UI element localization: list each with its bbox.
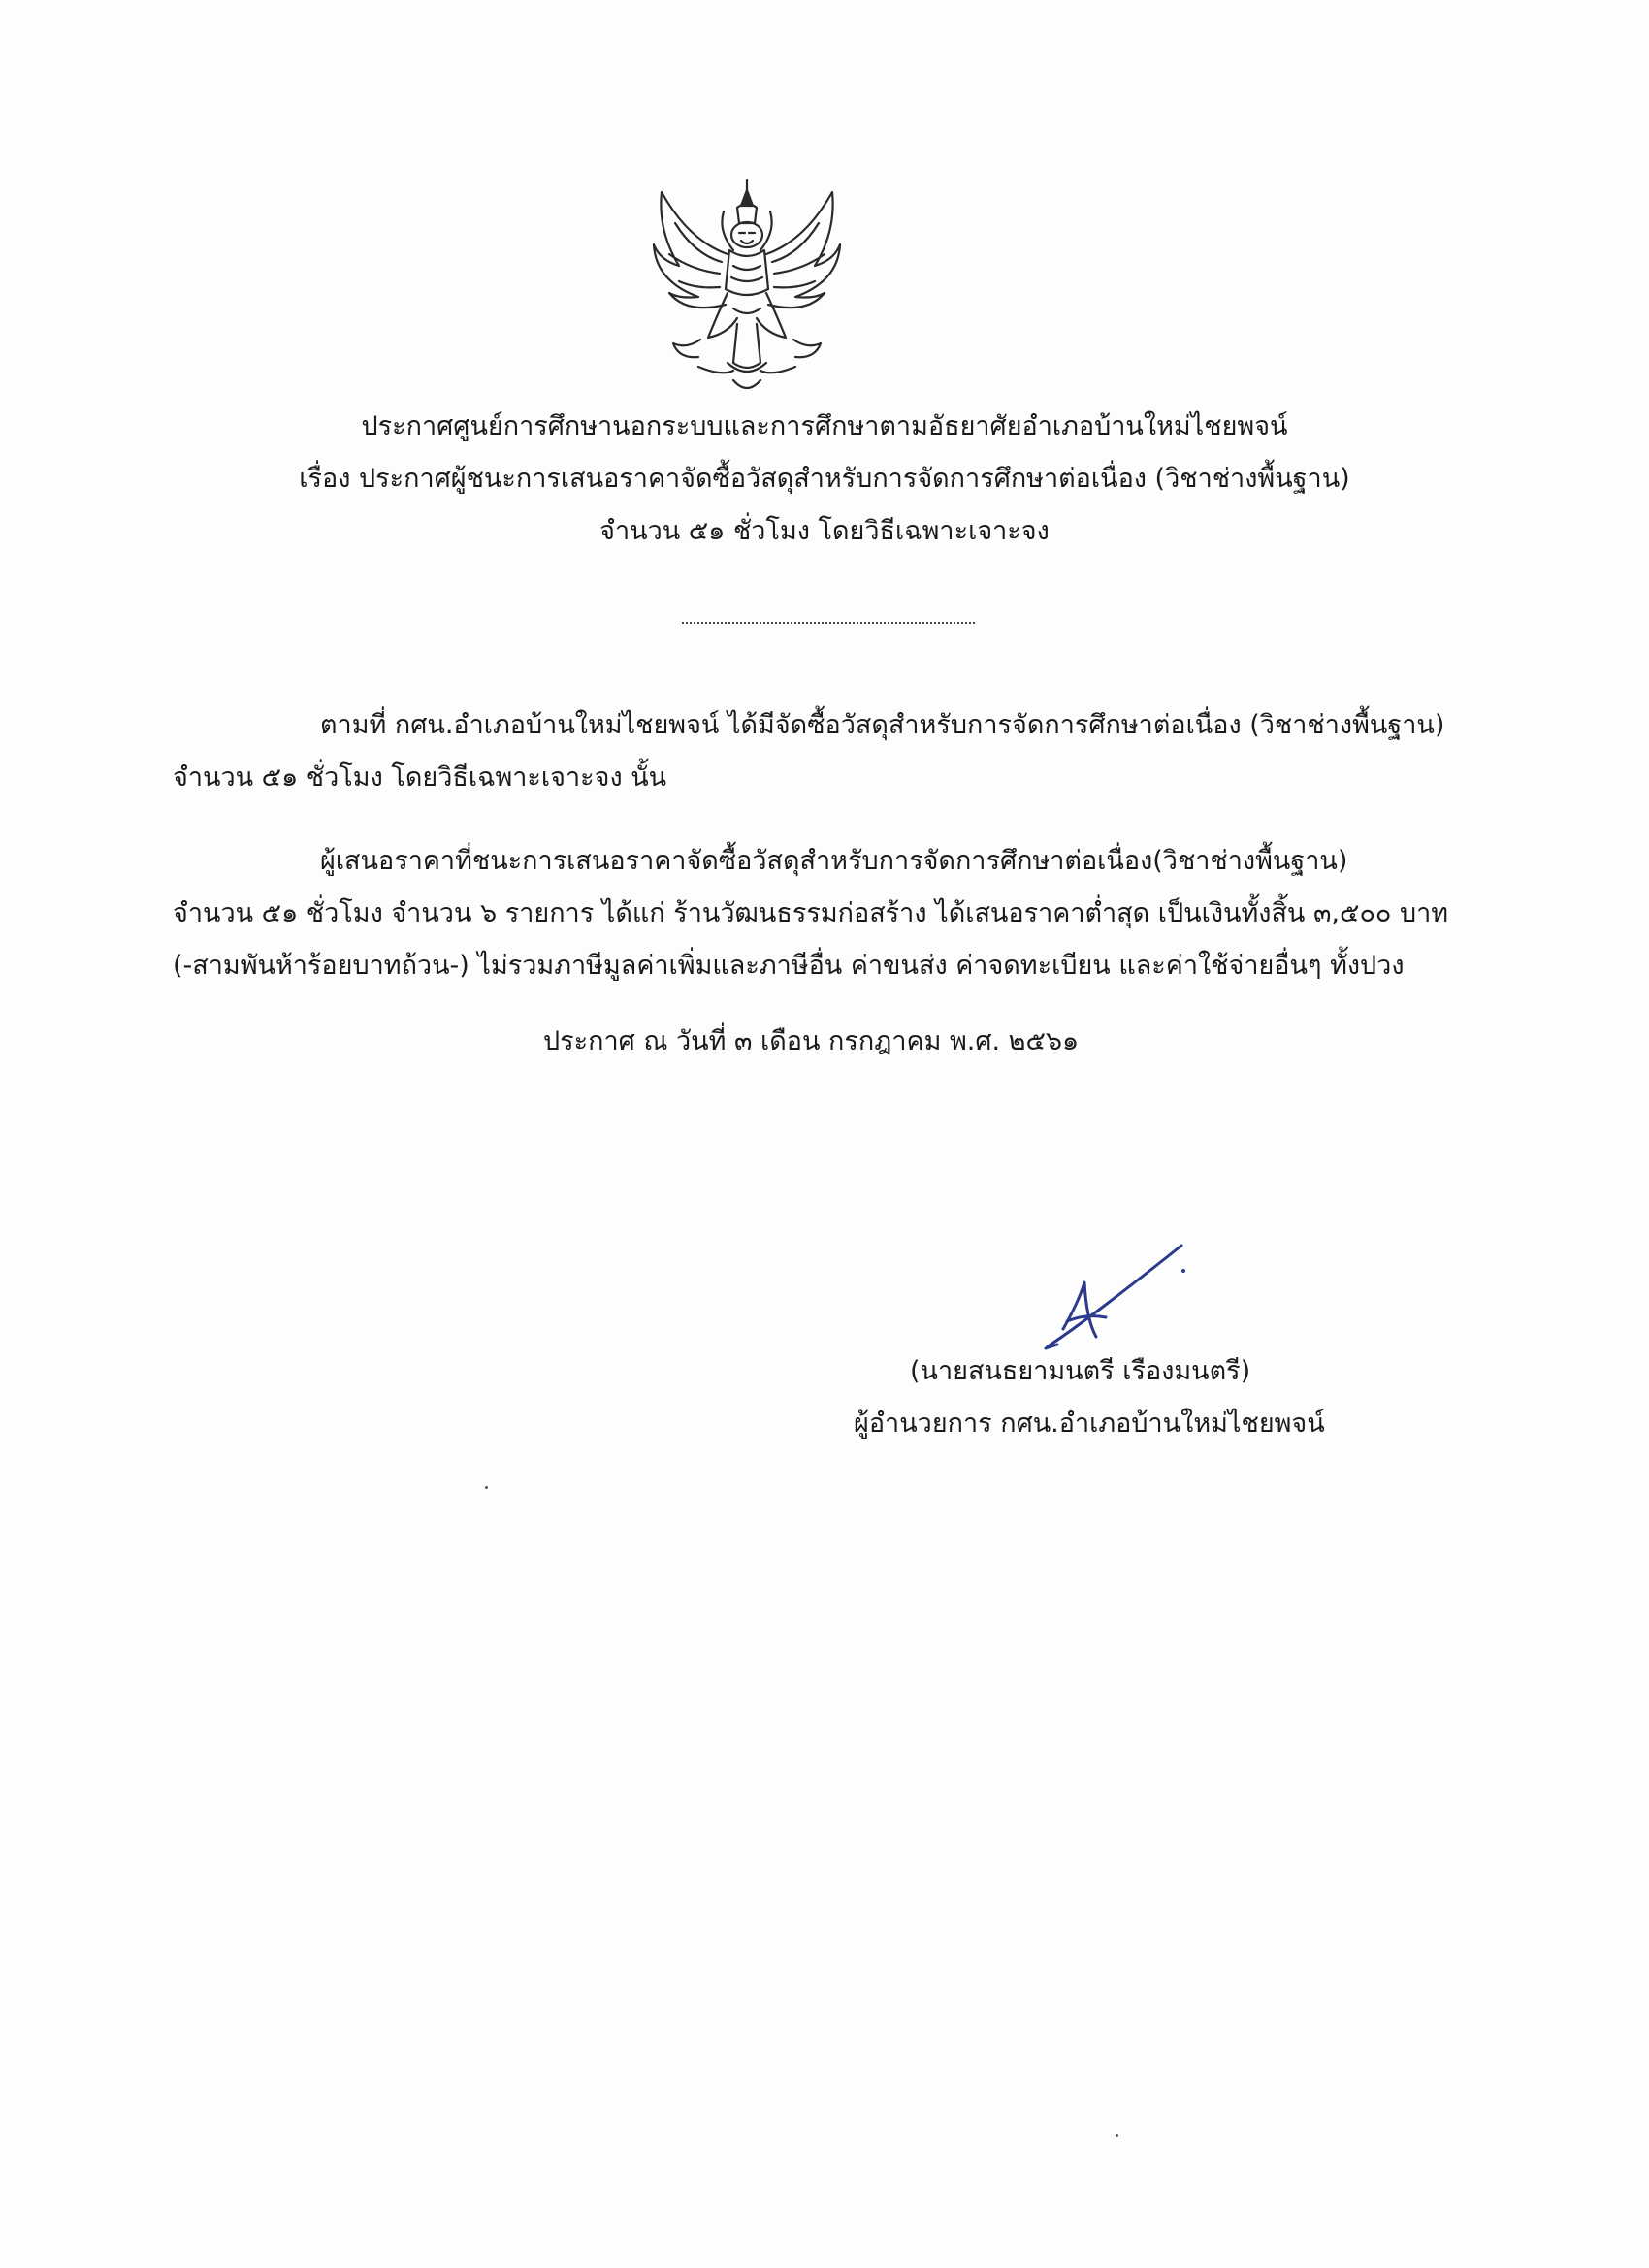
garuda-emblem-icon <box>640 173 854 401</box>
separator-dotted-line <box>682 622 975 624</box>
paragraph-2-line-2: จำนวน ๕๑ ชั่วโมง จำนวน ๖ รายการ ได้แก่ ร้านวัฒนธรรมก่อสร้าง ได้เสนอราคาต่ำสุด เป็นเงินทั้งสิ้น ๓,๕๐๐ บาท <box>173 898 1449 928</box>
title-line-3: จำนวน ๕๑ ชั่วโมง โดยวิธีเฉพาะเจาะจง <box>599 516 1050 546</box>
scan-speck <box>1116 2134 1118 2137</box>
signature-icon <box>1028 1232 1203 1358</box>
paragraph-2-line-3: (-สามพันห้าร้อยบาทถ้วน-) ไม่รวมภาษีมูลค่าเพิ่มและภาษีอื่น ค่าขนส่ง ค่าจดทะเบียน และค่าใช้จ่ายอื่นๆ ทั้งปวง <box>173 951 1405 981</box>
title-line-1: ประกาศศูนย์การศึกษานอกระบบและการศึกษาตามอัธยาศัยอำเภอบ้านใหม่ไชยพจน์ <box>361 411 1288 441</box>
title-line-2: เรื่อง ประกาศผู้ชนะการเสนอราคาจัดซื้อวัสดุสำหรับการจัดการศึกษาต่อเนื่อง (วิชาช่างพื้นฐาน) <box>299 464 1350 494</box>
announcement-date: ประกาศ ณ วันที่ ๓ เดือน กรกฎาคม พ.ศ. ๒๕๖๑ <box>543 1026 1080 1056</box>
paragraph-1-line-1: ตามที่ กศน.อำเภอบ้านใหม่ไชยพจน์ ได้มีจัดซื้อวัสดุสำหรับการจัดการศึกษาต่อเนื่อง (วิชาช่างพื้นฐาน) <box>320 710 1445 740</box>
paragraph-1-line-2: จำนวน ๕๑ ชั่วโมง โดยวิธีเฉพาะเจาะจง นั้น <box>173 762 667 793</box>
paragraph-2-line-1: ผู้เสนอราคาที่ชนะการเสนอราคาจัดซื้อวัสดุสำหรับการจัดการศึกษาต่อเนื่อง(วิชาช่างพื้นฐาน) <box>320 846 1348 876</box>
signatory-name: (นายสนธยามนตรี เรืองมนตรี) <box>910 1356 1251 1386</box>
signatory-position: ผู้อำนวยการ กศน.อำเภอบ้านใหม่ไชยพจน์ <box>854 1409 1325 1439</box>
scan-speck <box>485 1486 488 1489</box>
